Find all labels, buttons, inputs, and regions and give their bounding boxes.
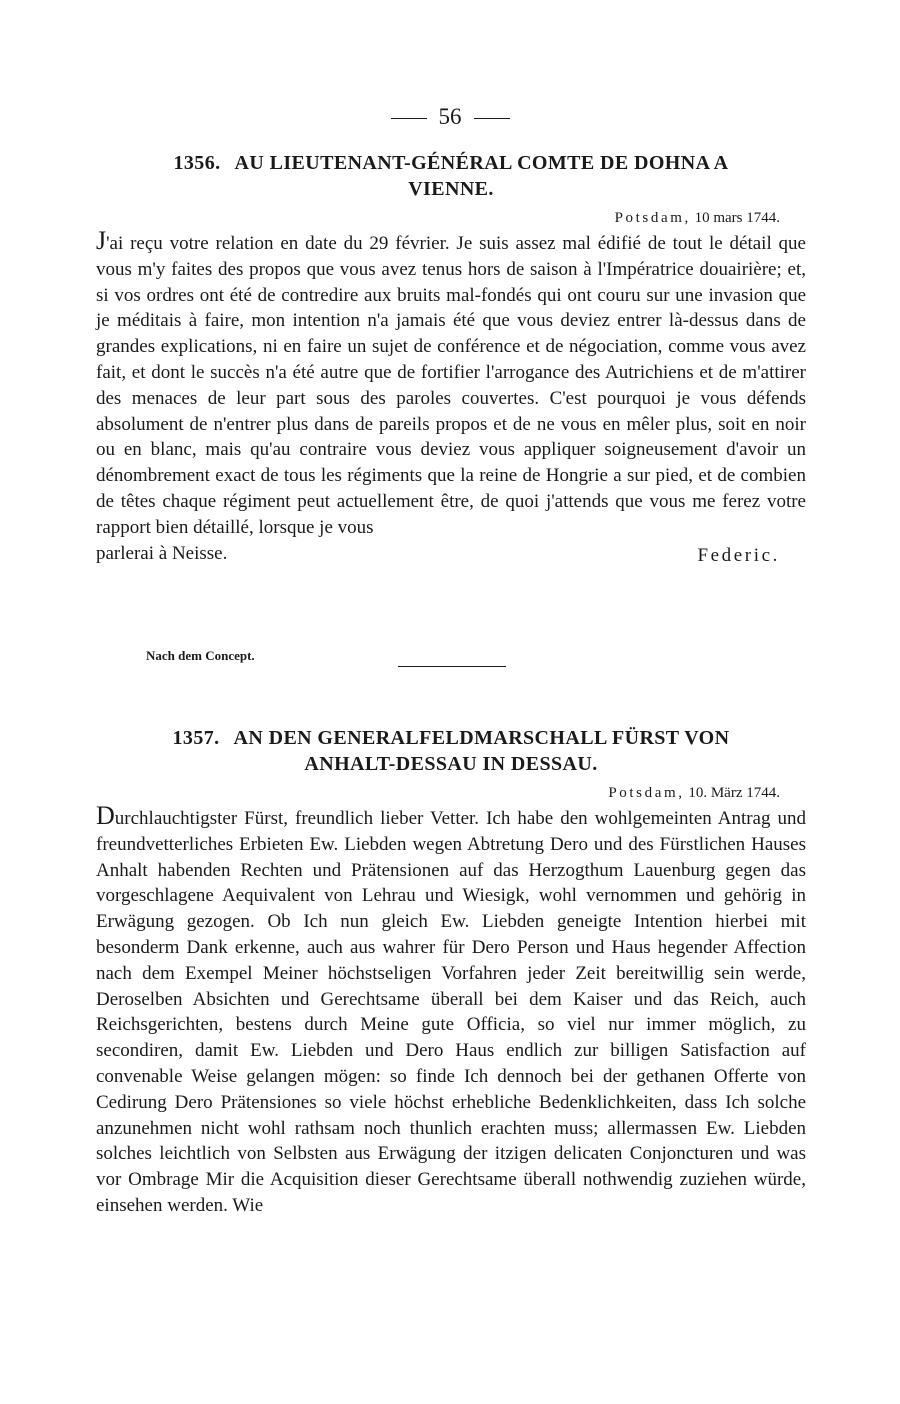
letter-heading [96, 725, 806, 777]
heading-line: ANHALT-DESSAU IN DESSAU. [304, 753, 598, 775]
closing-line [96, 541, 806, 567]
letter-heading [96, 150, 806, 202]
source-note: Nach dem Concept. [146, 648, 255, 663]
page-number-rule-right [474, 118, 510, 119]
dateline-date: 10. März 1744. [688, 785, 780, 801]
letter-separator-rule [398, 666, 506, 667]
heading-line: AU LIEUTENANT-GÉNÉRAL COMTE DE DOHNA A [234, 152, 729, 174]
dateline-place: Potsdam, [614, 210, 691, 226]
heading-line: AN DEN GENERALFELDMARSCHALL FÜRST VON [233, 727, 730, 749]
page-number [0, 103, 900, 131]
letter-body-text: 'ai reçu votre relation en date du 29 février. Je suis assez mal édifié de tout le détail que vous m'y faites des propos que vous avez tenus hors de saison à l'Impératrice douairière; et, si vos ordres ont été de contredire aux bruits mal-fondés qui ont couru sur une invasion que je méditais à faire, mon intention n'a jamais été que vous deviez entrer là-dessus dans de grandes explications, ni en faire un sujet de conférence et de négociation, comme vous avez fait, et dont le succès n'a été autre que de fortifier l'arrogance des Autrichiens et de m'attirer des menaces de leur part sous des paroles couvertes. C'est pourquoi je vous défends absolument de n'entrer plus dans de pareils propos et de ne vous en mêler plus, soit en noir ou en blanc, mais qu'au contraire vous deviez vous appliquer soigneusement d'avoir un dénombrement exact de tous les régiments que la reine de Hongrie a sur pied, et de combien de têtes chaque régiment peut actuellement être, de quoi j'attends que vous me ferez votre rapport bien détaillé, lorsque je vous [96, 233, 806, 538]
initial-letter: D [96, 801, 115, 830]
letter-1356 [96, 150, 806, 566]
dateline-place: Potsdam, [608, 785, 685, 801]
letter-number: 1357. [172, 727, 220, 749]
signature: Federic. [697, 544, 780, 566]
heading-line: VIENNE. [408, 178, 494, 200]
letter-body-text: urchlauchtigster Fürst, freundlich lieber Vetter. Ich habe den wohlgemeinten Antrag und freundvetterliches Erbieten Ew. Liebden wegen Abtretung Dero und des Fürstlichen Hauses Anhalt habenden Rechten und Prätensionen auf das Herzogthum Lauenburg gegen das vorgeschlagene Aequivalent von Lehrau und Wiesigk, wohl vernommen und gehörig in Erwägung gezogen. Ob Ich nun gleich Ew. Liebden geneigte Intention hierbei mit besonderm Dank erkenne, auch aus wahrer für Dero Person und Haus hegender Affection nach dem Exempel Meiner höchstseligen Vorfahren jeder Zeit bereitwillig sein werde, Deroselben Absichten und Gerechtsame überall bei dem Kaiser und das Reich, auch Reichsgerichten, bestens durch Meine gute Officia, so viel nur immer möglich, zu secondiren, damit Ew. Liebden und Dero Haus endlich zur billigen Satisfaction auf convenable Weise gelangen mögen: so finde Ich dennoch bei der gethanen Offerte von Cedirung Dero Prätensiones so viele höchst erhebliche Bedenklichkeiten, dass Ich solche anzunehmen nicht wohl rathsam noch thunlich erachten muss; allermassen Ew. Liebden solches leichtlich von Selbsten aus Erwägung der itzigen delicaten Conjoncturen und was vor Ombrage Mir die Acquisition dieser Gerechtsame überall nothwendig zuziehen würde, einsehen werden. Wie [96, 808, 806, 1216]
letter-number: 1356. [173, 152, 221, 174]
letter-1357 [96, 725, 806, 1219]
letter-last-line: parlerai à Neisse. [96, 542, 228, 564]
letter-body [96, 801, 806, 1219]
page-number-text: 56 [438, 104, 462, 129]
dateline [96, 783, 806, 803]
dateline-date: 10 mars 1744. [694, 210, 780, 226]
dateline [96, 208, 806, 228]
page-number-rule-left [391, 118, 427, 119]
letter-body [96, 226, 806, 541]
initial-letter: J [96, 226, 107, 255]
